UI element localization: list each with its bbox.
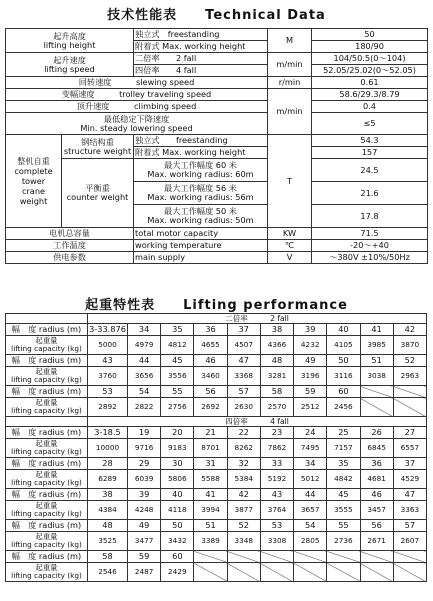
capacity-cell: 5000 bbox=[88, 336, 128, 355]
capacity-cell: 6039 bbox=[128, 470, 161, 489]
radius-cell: 54 bbox=[128, 386, 161, 398]
capacity-cell: 3432 bbox=[161, 532, 194, 551]
temperature-unit: ℃ bbox=[268, 240, 312, 252]
temperature-value: -20～+40 bbox=[312, 240, 428, 252]
radius-cell: 50 bbox=[161, 520, 194, 532]
capacity-cell: 7495 bbox=[294, 439, 327, 458]
capacity-cell: 2630 bbox=[227, 398, 260, 417]
capacity-cell: 4529 bbox=[393, 470, 426, 489]
radius-cell: 34 bbox=[128, 324, 161, 336]
radius-cell: 20 bbox=[161, 427, 194, 439]
capacity-cell: 9183 bbox=[161, 439, 194, 458]
counter-weight-label: 平衡重 counter weight bbox=[62, 159, 134, 228]
radius-cell: 55 bbox=[327, 520, 360, 532]
radius-cell: 59 bbox=[128, 551, 161, 563]
radius-row-label: 幅 度 radius (m) bbox=[6, 386, 88, 398]
radius-cell: 54 bbox=[294, 520, 327, 532]
counter-weight-value: 21.6 bbox=[312, 182, 428, 205]
lifting-speed-unit: m/min bbox=[268, 53, 312, 77]
radius-row-label: 幅 度 radius (m) bbox=[6, 489, 88, 501]
capacity-cell: 4507 bbox=[227, 336, 260, 355]
climbing-speed-label: 顶升速度 climbing speed bbox=[6, 101, 268, 113]
empty-cell bbox=[360, 398, 393, 417]
capacity-cell: 3116 bbox=[327, 367, 360, 386]
capacity-cell: 3525 bbox=[88, 532, 128, 551]
radius-cell: 41 bbox=[360, 324, 393, 336]
radius-cell: 60 bbox=[327, 386, 360, 398]
capacity-cell: 3657 bbox=[294, 501, 327, 520]
radius-cell: 32 bbox=[227, 458, 260, 470]
capacity-cell: 7157 bbox=[327, 439, 360, 458]
capacity-cell: 3368 bbox=[227, 367, 260, 386]
lifting-performance-title: 起重特性表 Lifting performance bbox=[85, 298, 348, 313]
capacity-cell: 2892 bbox=[88, 398, 128, 417]
capacity-cell: 4842 bbox=[327, 470, 360, 489]
slewing-speed-value: 0.61 bbox=[312, 77, 428, 89]
structure-weight-desc: 独立式 freestanding bbox=[134, 135, 268, 147]
radius-cell: 25 bbox=[327, 427, 360, 439]
capacity-cell: 3348 bbox=[227, 532, 260, 551]
radius-cell: 59 bbox=[294, 386, 327, 398]
capacity-cell: 2487 bbox=[128, 563, 161, 582]
radius-cell: 47 bbox=[227, 355, 260, 367]
radius-cell: 34 bbox=[294, 458, 327, 470]
empty-cell bbox=[327, 563, 360, 582]
radius-cell: 26 bbox=[360, 427, 393, 439]
radius-cell: 35 bbox=[327, 458, 360, 470]
capacity-cell: 3985 bbox=[360, 336, 393, 355]
fall-header: 二倍率 2 fall bbox=[88, 314, 427, 324]
radius-cell: 52 bbox=[227, 520, 260, 532]
power-desc: main supply bbox=[134, 252, 268, 264]
capacity-cell: 3196 bbox=[294, 367, 327, 386]
capacity-cell: 2963 bbox=[393, 367, 426, 386]
capacity-cell: 4384 bbox=[88, 501, 128, 520]
capacity-row-label: 起重量 lifting capacity (kg) bbox=[6, 336, 88, 355]
radius-cell: 56 bbox=[194, 386, 227, 398]
radius-cell: 31 bbox=[194, 458, 227, 470]
technical-data-table bbox=[5, 28, 428, 264]
capacity-row-label: 起重量 lifting capacity (kg) bbox=[6, 470, 88, 489]
radius-cell: 43 bbox=[260, 489, 293, 501]
capacity-cell: 3038 bbox=[360, 367, 393, 386]
empty-cell bbox=[294, 551, 327, 563]
capacity-cell: 3760 bbox=[88, 367, 128, 386]
weight-unit: T bbox=[268, 135, 312, 228]
capacity-cell: 2692 bbox=[194, 398, 227, 417]
capacity-cell: 3656 bbox=[128, 367, 161, 386]
radius-cell: 60 bbox=[161, 551, 194, 563]
motor-value: 71.5 bbox=[312, 228, 428, 240]
radius-cell: 57 bbox=[227, 386, 260, 398]
empty-cell bbox=[327, 551, 360, 563]
radius-cell: 39 bbox=[128, 489, 161, 501]
trolley-speed-label: 变幅速度 trolley traveling speed bbox=[6, 89, 268, 101]
capacity-cell: 3555 bbox=[327, 501, 360, 520]
radius-cell: 58 bbox=[260, 386, 293, 398]
radius-cell: 28 bbox=[88, 458, 128, 470]
capacity-row-label: 起重量 lifting capacity (kg) bbox=[6, 398, 88, 417]
capacity-cell: 4979 bbox=[128, 336, 161, 355]
capacity-cell: 2570 bbox=[260, 398, 293, 417]
capacity-row-label: 起重量 lifting capacity (kg) bbox=[6, 532, 88, 551]
capacity-cell: 8262 bbox=[227, 439, 260, 458]
radius-cell: 56 bbox=[360, 520, 393, 532]
radius-cell: 38 bbox=[88, 489, 128, 501]
capacity-row-label: 起重量 lifting capacity (kg) bbox=[6, 563, 88, 582]
capacity-cell: 3281 bbox=[260, 367, 293, 386]
fall-header: 四倍率 4 fall bbox=[88, 417, 427, 427]
capacity-cell: 4812 bbox=[161, 336, 194, 355]
lifting-height-value: 180/90 bbox=[312, 41, 428, 53]
fall-header-blank bbox=[6, 417, 88, 427]
temperature-desc: working temperature bbox=[134, 240, 268, 252]
capacity-row-label: 起重量 lifting capacity (kg) bbox=[6, 439, 88, 458]
lifting-height-unit: M bbox=[268, 29, 312, 53]
structure-weight-label: 钢结构重 structure weight bbox=[62, 135, 134, 159]
radius-cell: 52 bbox=[393, 355, 426, 367]
lifting-speed-desc: 四倍率 4 fall bbox=[134, 65, 268, 77]
empty-cell bbox=[260, 551, 293, 563]
slewing-speed-unit: r/min bbox=[268, 77, 312, 89]
radius-cell: 42 bbox=[393, 324, 426, 336]
capacity-row-label: 起重量 lifting capacity (kg) bbox=[6, 501, 88, 520]
empty-cell bbox=[393, 563, 426, 582]
capacity-cell: 5806 bbox=[161, 470, 194, 489]
capacity-cell: 9716 bbox=[128, 439, 161, 458]
capacity-cell: 8701 bbox=[194, 439, 227, 458]
trolley-speed-value: 58.6/29.3/8.79 bbox=[312, 89, 428, 101]
radius-cell: 44 bbox=[294, 489, 327, 501]
capacity-cell: 6289 bbox=[88, 470, 128, 489]
capacity-cell: 3870 bbox=[393, 336, 426, 355]
capacity-cell: 2456 bbox=[327, 398, 360, 417]
capacity-cell: 4366 bbox=[260, 336, 293, 355]
capacity-cell: 3477 bbox=[128, 532, 161, 551]
radius-cell: 36 bbox=[194, 324, 227, 336]
radius-cell: 39 bbox=[294, 324, 327, 336]
radius-cell: 47 bbox=[393, 489, 426, 501]
empty-cell bbox=[393, 386, 426, 398]
structure-weight-value: 157 bbox=[312, 147, 428, 159]
radius-cell: 21 bbox=[194, 427, 227, 439]
capacity-cell: 2429 bbox=[161, 563, 194, 582]
capacity-cell: 4118 bbox=[161, 501, 194, 520]
capacity-row-label: 起重量 lifting capacity (kg) bbox=[6, 367, 88, 386]
lifting-height-label: 起升高度 lifting height bbox=[6, 29, 134, 53]
capacity-cell: 3308 bbox=[260, 532, 293, 551]
radius-cell: 37 bbox=[393, 458, 426, 470]
radius-row-label: 幅 度 radius (m) bbox=[6, 551, 88, 563]
radius-cell: 50 bbox=[327, 355, 360, 367]
empty-cell bbox=[194, 551, 227, 563]
capacity-cell: 2756 bbox=[161, 398, 194, 417]
radius-cell: 51 bbox=[360, 355, 393, 367]
capacity-cell: 2607 bbox=[393, 532, 426, 551]
capacity-cell: 4248 bbox=[128, 501, 161, 520]
radius-cell: 40 bbox=[161, 489, 194, 501]
empty-cell bbox=[360, 551, 393, 563]
radius-cell: 46 bbox=[360, 489, 393, 501]
radius-cell: 46 bbox=[194, 355, 227, 367]
lifting-speed-label: 起升速度 lifting speed bbox=[6, 53, 134, 77]
empty-cell bbox=[294, 563, 327, 582]
capacity-cell: 3764 bbox=[260, 501, 293, 520]
capacity-cell: 2671 bbox=[360, 532, 393, 551]
radius-cell: 3-18.5 bbox=[88, 427, 128, 439]
capacity-cell: 10000 bbox=[88, 439, 128, 458]
capacity-cell: 5192 bbox=[260, 470, 293, 489]
radius-cell: 55 bbox=[161, 386, 194, 398]
radius-cell: 44 bbox=[128, 355, 161, 367]
empty-cell bbox=[227, 551, 260, 563]
motor-desc: total motor capacity bbox=[134, 228, 268, 240]
capacity-cell: 2546 bbox=[88, 563, 128, 582]
slewing-speed-label: 回转速度 slewing speed bbox=[6, 77, 268, 89]
empty-cell bbox=[260, 563, 293, 582]
radius-row-label: 幅 度 radius (m) bbox=[6, 355, 88, 367]
motor-label: 电机总容量 bbox=[6, 228, 134, 240]
temperature-label: 工作温度 bbox=[6, 240, 134, 252]
capacity-cell: 2512 bbox=[294, 398, 327, 417]
structure-weight-value: 54.3 bbox=[312, 135, 428, 147]
climbing-speed-value: 0.4 bbox=[312, 101, 428, 113]
capacity-cell: 2736 bbox=[327, 532, 360, 551]
empty-cell bbox=[227, 563, 260, 582]
lifting-height-value: 50 bbox=[312, 29, 428, 41]
radius-cell: 42 bbox=[227, 489, 260, 501]
radius-cell: 49 bbox=[294, 355, 327, 367]
radius-cell: 48 bbox=[88, 520, 128, 532]
lowering-speed-value: ≤5 bbox=[312, 113, 428, 135]
counter-weight-desc: 最大工作幅度 60 米 Max. working radius: 60m bbox=[134, 159, 268, 182]
technical-data-title: 技术性能表 Technical Data bbox=[107, 8, 326, 23]
radius-cell: 30 bbox=[161, 458, 194, 470]
radius-cell: 19 bbox=[128, 427, 161, 439]
tower-weight-label: 整机自重 complete tower crane weight bbox=[6, 135, 62, 228]
capacity-cell: 3877 bbox=[227, 501, 260, 520]
lifting-speed-value: 104/50.5(0～104) bbox=[312, 53, 428, 65]
motor-unit: KW bbox=[268, 228, 312, 240]
lifting-speed-desc: 二倍率 2 fall bbox=[134, 53, 268, 65]
capacity-cell: 5384 bbox=[227, 470, 260, 489]
counter-weight-value: 24.5 bbox=[312, 159, 428, 182]
radius-cell: 48 bbox=[260, 355, 293, 367]
capacity-cell: 6557 bbox=[393, 439, 426, 458]
counter-weight-desc: 最大工作幅度 50 米 Max. working radius: 50m bbox=[134, 205, 268, 228]
lifting-height-desc: 附着式 Max. working height bbox=[134, 41, 268, 53]
radius-cell: 53 bbox=[260, 520, 293, 532]
capacity-cell: 3460 bbox=[194, 367, 227, 386]
radius-row-label: 幅 度 radius (m) bbox=[6, 520, 88, 532]
empty-cell bbox=[194, 563, 227, 582]
counter-weight-desc: 最大工作幅度 56 米 Max. working radius: 56m bbox=[134, 182, 268, 205]
power-value: ～380V ±10%/50Hz bbox=[312, 252, 428, 264]
capacity-cell: 3457 bbox=[360, 501, 393, 520]
capacity-cell: 3363 bbox=[393, 501, 426, 520]
radius-cell: 38 bbox=[260, 324, 293, 336]
power-unit: V bbox=[268, 252, 312, 264]
fall-header-blank bbox=[6, 314, 88, 324]
radius-cell: 53 bbox=[88, 386, 128, 398]
counter-weight-value: 17.8 bbox=[312, 205, 428, 228]
radius-cell: 22 bbox=[227, 427, 260, 439]
radius-cell: 23 bbox=[260, 427, 293, 439]
empty-cell bbox=[360, 386, 393, 398]
capacity-cell: 4655 bbox=[194, 336, 227, 355]
empty-cell bbox=[393, 551, 426, 563]
lifting-speed-value: 52.05/25.02(0～52.05) bbox=[312, 65, 428, 77]
capacity-cell: 4232 bbox=[294, 336, 327, 355]
radius-cell: 41 bbox=[194, 489, 227, 501]
radius-cell: 33 bbox=[260, 458, 293, 470]
capacity-cell: 4105 bbox=[327, 336, 360, 355]
radius-cell: 45 bbox=[327, 489, 360, 501]
radius-cell: 45 bbox=[161, 355, 194, 367]
radius-row-label: 幅 度 radius (m) bbox=[6, 324, 88, 336]
capacity-cell: 3389 bbox=[194, 532, 227, 551]
radius-row-label: 幅 度 radius (m) bbox=[6, 427, 88, 439]
capacity-cell: 2822 bbox=[128, 398, 161, 417]
radius-cell: 58 bbox=[88, 551, 128, 563]
radius-cell: 27 bbox=[393, 427, 426, 439]
radius-cell: 49 bbox=[128, 520, 161, 532]
capacity-cell: 3994 bbox=[194, 501, 227, 520]
lifting-height-desc: 独立式 freestanding bbox=[134, 29, 268, 41]
radius-cell: 3-33.876 bbox=[89, 324, 126, 334]
radius-cell: 36 bbox=[360, 458, 393, 470]
radius-cell: 24 bbox=[294, 427, 327, 439]
radius-cell: 35 bbox=[161, 324, 194, 336]
radius-cell: 37 bbox=[227, 324, 260, 336]
radius-row-label: 幅 度 radius (m) bbox=[6, 458, 88, 470]
lifting-performance-table bbox=[5, 313, 427, 582]
structure-weight-desc: 附着式 Max. working height bbox=[134, 147, 268, 159]
radius-cell: 51 bbox=[194, 520, 227, 532]
capacity-cell: 5588 bbox=[194, 470, 227, 489]
power-label: 供电参数 bbox=[6, 252, 134, 264]
capacity-cell: 7862 bbox=[260, 439, 293, 458]
radius-cell: 29 bbox=[128, 458, 161, 470]
capacity-cell: 3556 bbox=[161, 367, 194, 386]
empty-cell bbox=[360, 563, 393, 582]
radius-cell: 43 bbox=[88, 355, 128, 367]
capacity-cell: 5012 bbox=[294, 470, 327, 489]
empty-cell bbox=[393, 398, 426, 417]
radius-cell: 40 bbox=[327, 324, 360, 336]
radius-cell: 57 bbox=[393, 520, 426, 532]
capacity-cell: 6845 bbox=[360, 439, 393, 458]
speed-unit: m/min bbox=[268, 89, 312, 135]
lowering-speed-label: 最低稳定下降速度 Min. steady lowering speed bbox=[6, 113, 268, 135]
capacity-cell: 2805 bbox=[294, 532, 327, 551]
capacity-cell: 4681 bbox=[360, 470, 393, 489]
